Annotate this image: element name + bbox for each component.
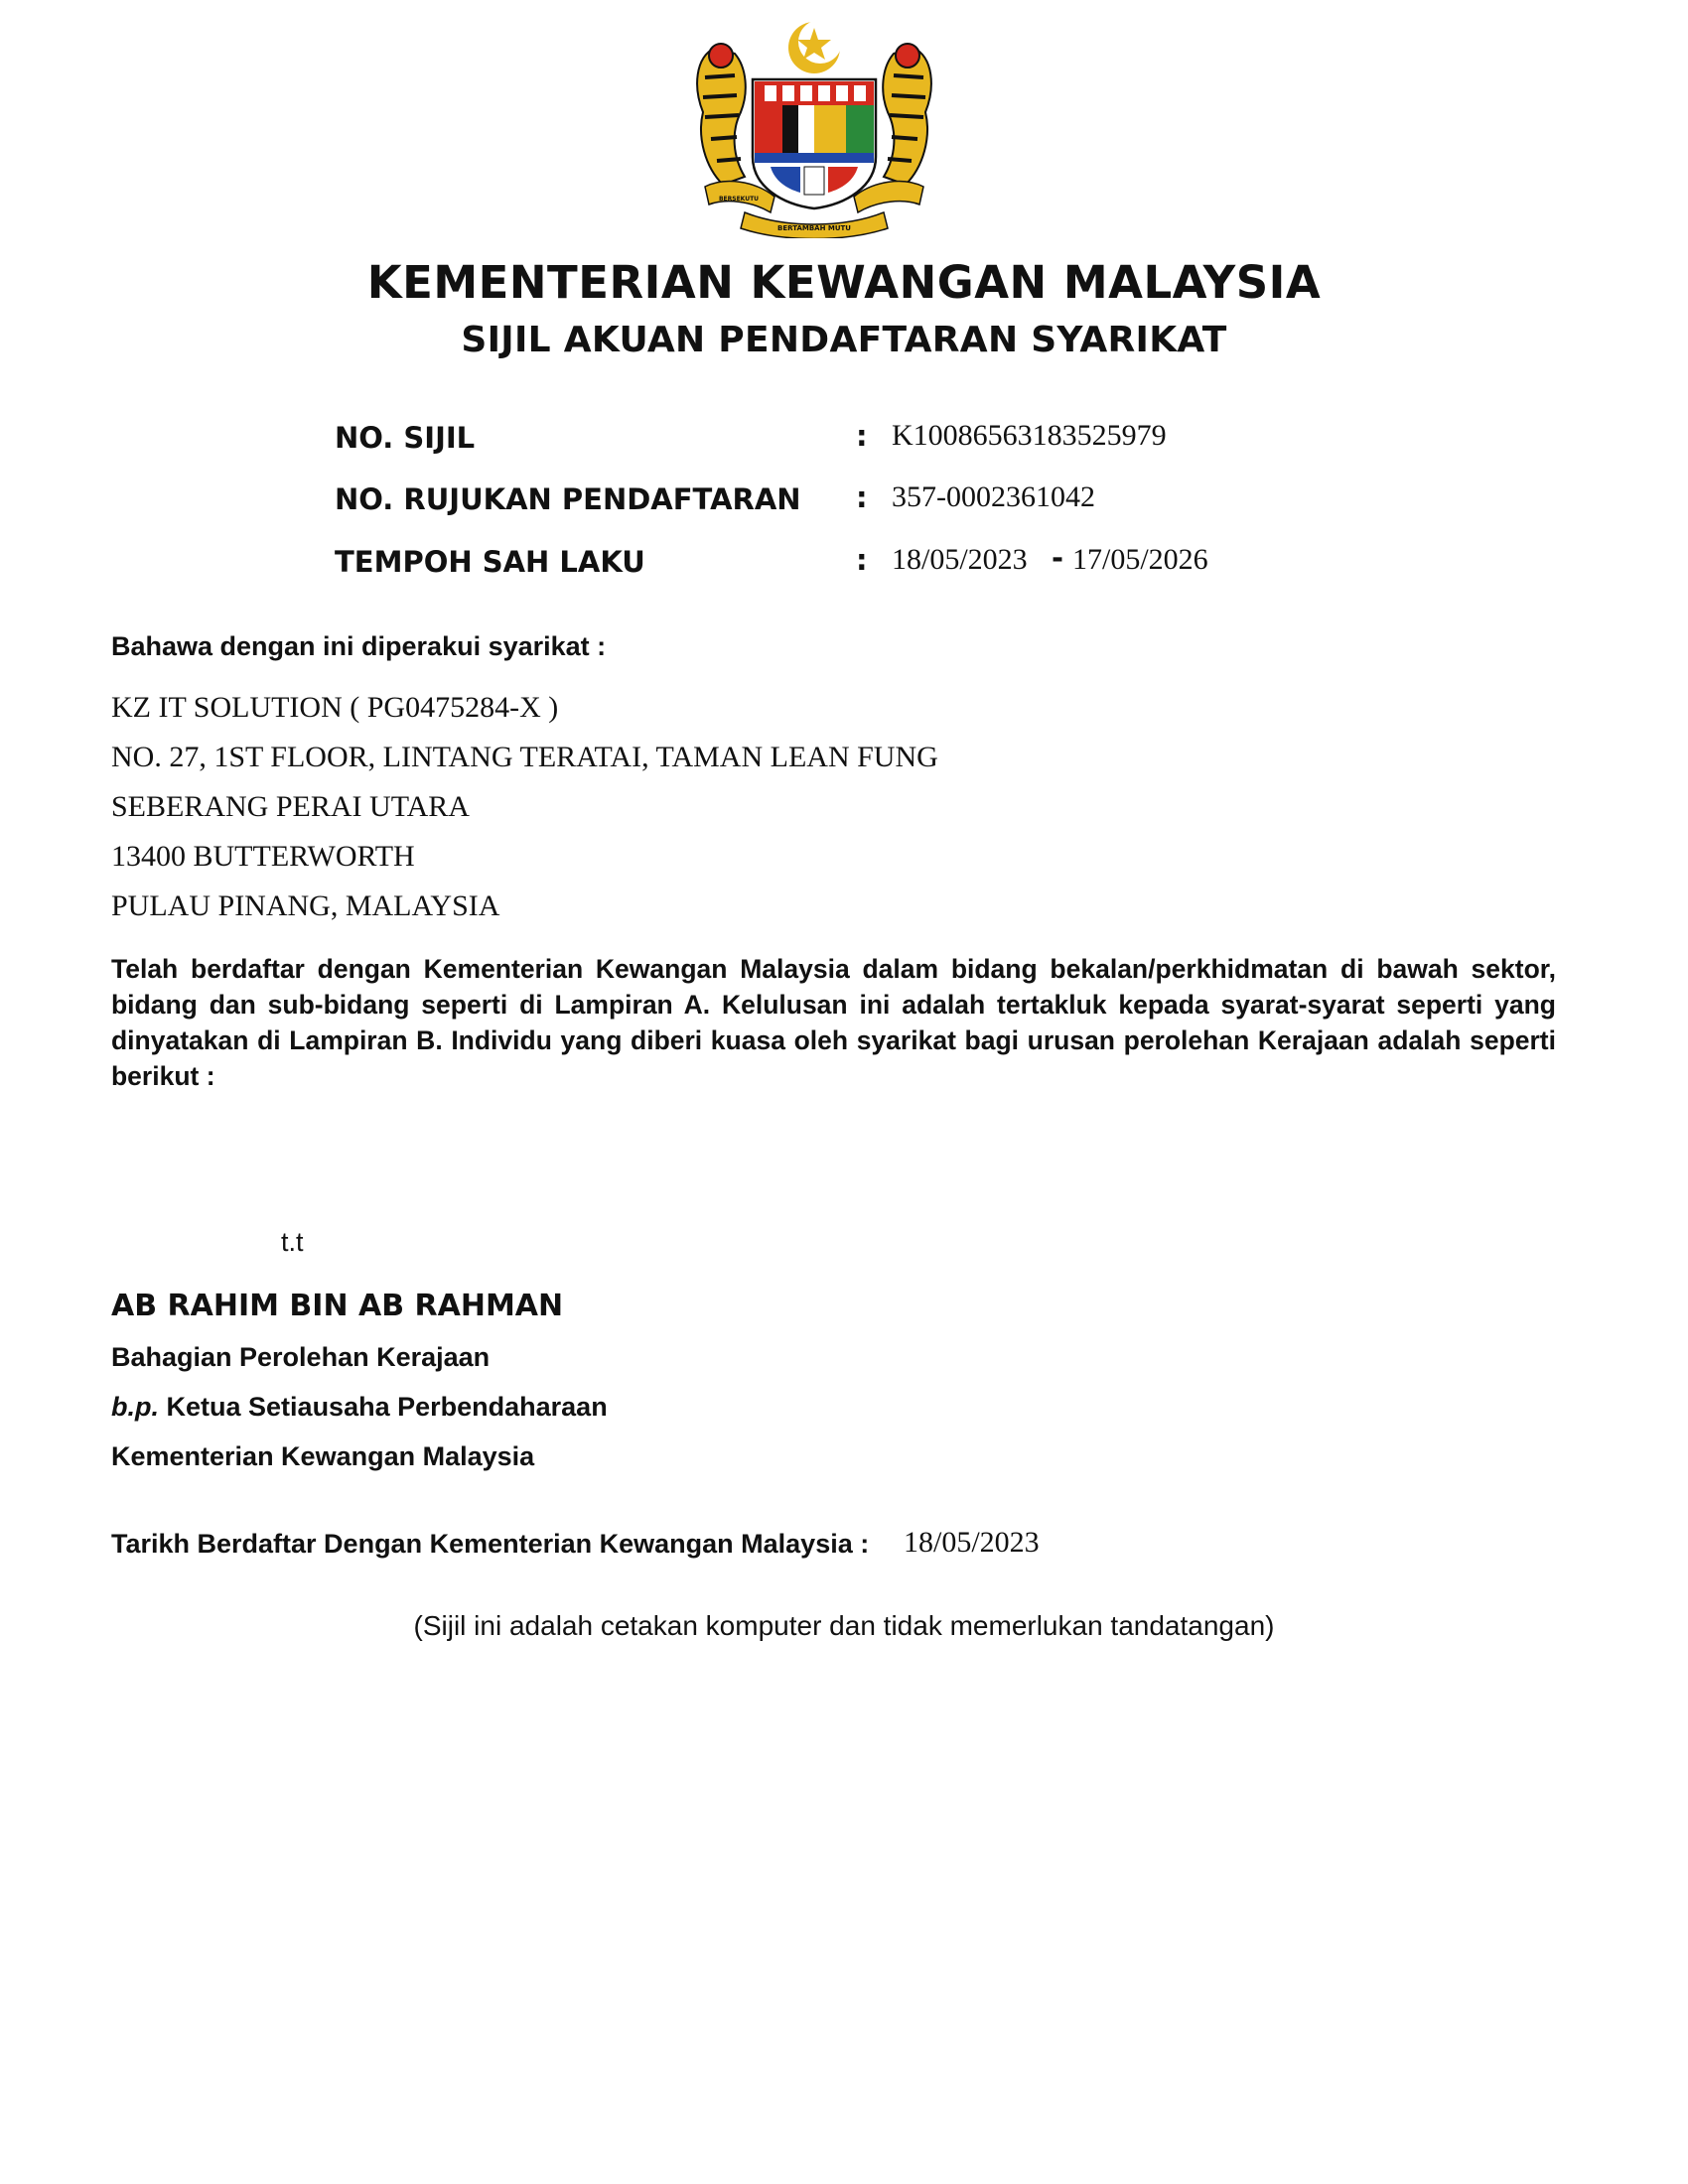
- company-address-line-4: PULAU PINANG, MALAYSIA: [111, 889, 500, 922]
- registered-date-label: Tarikh Berdaftar Dengan Kementerian Kewangan Malaysia :: [111, 1529, 870, 1559]
- reg-ref-label: NO. RUJUKAN PENDAFTARAN: [335, 482, 801, 516]
- validity-end: 17/05/2026: [1072, 543, 1208, 576]
- signer-on-behalf: [111, 1392, 608, 1423]
- company-address-line-3: 13400 BUTTERWORTH: [111, 840, 415, 873]
- registration-paragraph: Telah berdaftar dengan Kementerian Kewangan Malaysia dalam bidang bekalan/perkhidmatan di bawah sektor, bidang dan sub-bidang seperti di Lampiran A. Kelulusan ini adalah tertakluk kepada syarat-syarat seperti yang dinyatakan di Lampiran B. Individu yang diberi kuasa oleh syarikat bagi urusan perolehan Kerajaan adalah seperti berikut :: [111, 954, 1556, 1091]
- on-behalf-of: Ketua Setiausaha Perbendaharaan: [166, 1392, 608, 1422]
- cert-no-colon: :: [856, 419, 868, 453]
- company-address-line-1: NO. 27, 1ST FLOOR, LINTANG TERATAI, TAMAN LEAN FUNG: [111, 741, 938, 773]
- cert-no-value: K10086563183525979: [892, 419, 1167, 452]
- certificate-title: SIJIL AKUAN PENDAFTARAN SYARIKAT: [461, 320, 1227, 360]
- reg-ref-colon: :: [856, 480, 868, 514]
- signer-division: Bahagian Perolehan Kerajaan: [111, 1342, 491, 1372]
- company-address-line-2: SEBERANG PERAI UTARA: [111, 790, 470, 823]
- registered-date-value: 18/05/2023: [904, 1526, 1040, 1559]
- validity-colon: :: [856, 543, 868, 577]
- signer-ministry: Kementerian Kewangan Malaysia: [111, 1441, 535, 1471]
- bp-prefix: b.p.: [111, 1392, 159, 1422]
- computer-generated-note: (Sijil ini adalah cetakan komputer dan tidak memerlukan tandatangan): [413, 1610, 1275, 1641]
- validity-label: TEMPOH SAH LAKU: [335, 545, 645, 579]
- company-name: KZ IT SOLUTION ( PG0475284-X ): [111, 691, 559, 724]
- crest-bottom-ribbon-text: BERTAMBAH MUTU: [777, 224, 851, 232]
- signature-tt: t.t: [281, 1227, 304, 1257]
- malaysia-coat-of-arms-icon: [675, 18, 953, 238]
- reg-ref-value: 357-0002361042: [892, 480, 1095, 513]
- crest-left-ribbon-text: BERSEKUTU: [718, 196, 760, 203]
- certify-intro: Bahawa dengan ini diperakui syarikat :: [111, 631, 607, 661]
- ministry-title: KEMENTERIAN KEWANGAN MALAYSIA: [366, 256, 1322, 309]
- validity-start: 18/05/2023: [892, 543, 1028, 576]
- validity-dash: -: [1052, 541, 1064, 575]
- signer-name: AB RAHIM BIN AB RAHMAN: [111, 1289, 564, 1323]
- cert-no-label: NO. SIJIL: [335, 421, 476, 455]
